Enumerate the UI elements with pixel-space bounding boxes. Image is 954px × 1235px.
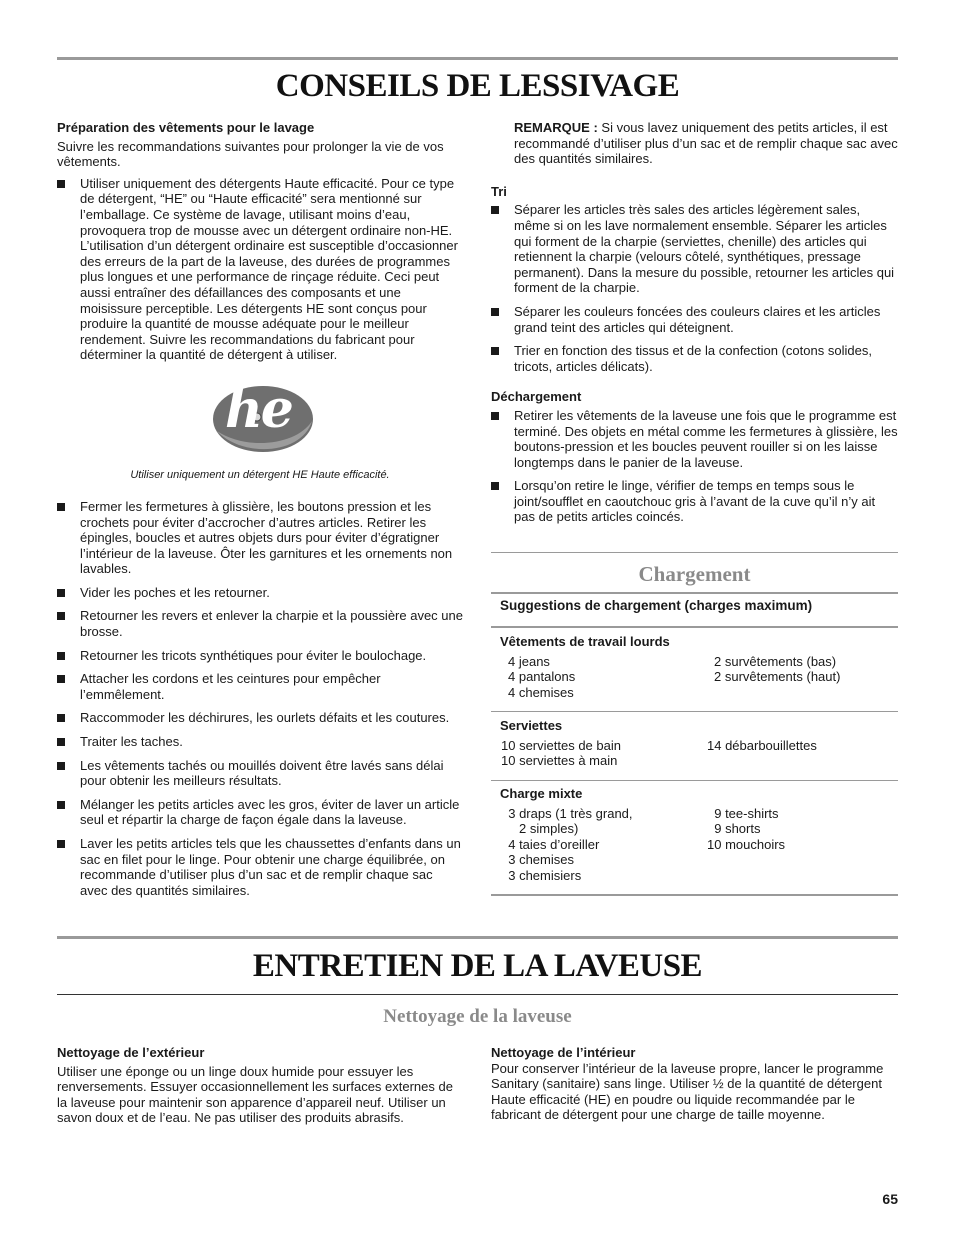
left-column [57, 120, 463, 898]
remarque-label: REMARQUE : [514, 120, 598, 135]
load-col-right: 9 tee-shirts 9 shorts 10 mouchoirs [707, 805, 786, 852]
square-bullet-icon [491, 308, 499, 316]
load-group [491, 786, 898, 888]
list-item [57, 710, 463, 726]
chargement-title: Chargement [638, 562, 751, 586]
load-group-rule [491, 780, 898, 781]
int-heading: Nettoyage de l’intérieur [491, 1045, 636, 1060]
chargement-bottom-rule [491, 894, 898, 896]
page-number: 65 [882, 1191, 898, 1207]
list-item-text: Fermer les fermetures à glissière, les boutons pression et les crochets pour éviter d’accrocher d’autres articles. Retirer les épingles, boucles et autres objets durs pour éviter d’égratigner l’intérieur de la laveuse. Ôter les garnitures et les ornements non lavables. [80, 498, 453, 577]
list-item-text: Laver les petits articles tels que les chaussettes d’enfants dans un sac en filet pour le linge. Pour obtenir une charge équilibrée, on recommande d’utiliser plus d’un sac et de remplir chaque sac avec des quantités similaires. [80, 836, 461, 898]
list-item [491, 202, 898, 296]
list-item [57, 648, 463, 664]
load-col-left: 4 jeans 4 pantalons 4 chemises [508, 653, 576, 700]
top-rule [57, 57, 898, 60]
ext-heading: Nettoyage de l’extérieur [57, 1045, 205, 1060]
load-col-left: 3 draps (1 très grand, 2 simples) 4 taies d’oreiller 3 chemises 3 chemisiers [508, 805, 633, 883]
list-item-text: Utiliser uniquement des détergents Haute efficacité. Pour ce type de détergent, “HE” ou “Haute efficacité” sera mentionné sur l’emballage. Ce système de lavage, utilisant moins d’eau, provoquera trop de mousse avec un détergent ordinaire non-HE. L’utilisation d’un détergent ordinaire est susceptible d’occasionner des erreurs de la part de la laveuse, des durées de programmes plus longues et une performance de rinçage réduite. Ceci peut aussi entraîner des défaillances des composants et une moisissure perceptible. Les détergents HE sont conçus pour produire la quantité de mousse adéquate pour le meilleur rendement. Suivre les recommandations du fabricant pour déterminer la quantité de détergent à utiliser. [80, 175, 458, 363]
entretien-subtitle: Nettoyage de la laveuse [383, 1006, 572, 1027]
list-item [57, 499, 463, 577]
list-item-text: Attacher les cordons et les ceintures pour empêcher l’emmêlement. [80, 671, 381, 702]
dech-heading: Déchargement [491, 389, 582, 405]
he-logo [57, 373, 463, 463]
load-col-left: 10 serviettes de bain 10 serviettes à main [501, 737, 621, 769]
entretien-top-rule [57, 936, 898, 939]
int-text: Pour conserver l’intérieur de la laveuse propre, lancer le programme Sanitary (sanitaire) sans linge. Utiliser ½ de la quantité de détergent Haute efficacité (HE) en poudre ou liquide recommandée par le fabricant de détergent pour une charge de taille moyenne. [491, 1060, 884, 1123]
square-bullet-icon [57, 714, 65, 722]
chargement-table-top-rule [491, 592, 898, 594]
square-bullet-icon [57, 503, 65, 511]
list-item [491, 408, 898, 470]
square-bullet-icon [57, 612, 65, 620]
load-group-rule [491, 711, 898, 712]
list-item [57, 608, 463, 639]
list-item-text: Mélanger les petits articles avec les gros, éviter de laver un article seul et répartir la charge de façon égale dans la laveuse. [80, 796, 460, 828]
square-bullet-icon [491, 347, 499, 355]
entretien-title: ENTRETIEN DE LA LAVEUSE [252, 948, 703, 984]
list-item [57, 734, 463, 750]
load-group-title: Charge mixte [500, 786, 583, 801]
square-bullet-icon [57, 652, 65, 660]
load-group-title: Serviettes [500, 718, 563, 733]
load-group [491, 718, 898, 772]
list-item [57, 797, 463, 828]
list-item [491, 478, 898, 525]
load-group-title: Vêtements de travail lourds [500, 634, 670, 649]
list-item-text: Vider les poches et les retourner. [80, 584, 270, 600]
square-bullet-icon [57, 801, 65, 809]
load-group [491, 634, 898, 704]
interior-section [491, 1045, 896, 1123]
list-item-text: Les vêtements tachés ou mouillés doivent être lavés sans délai pour obtenir les meilleurs résultats. [80, 757, 444, 789]
load-group-items [491, 738, 898, 772]
tri-heading: Tri [491, 183, 507, 199]
he-logo-text: he [225, 378, 292, 440]
list-item-text: Raccommoder les déchirures, les ourlets défaits et les coutures. [80, 710, 450, 726]
list-item-text: Retirer les vêtements de la laveuse une fois que le programme est terminé. Des objets en métal comme les fermetures à glissière, les boutons-pression et les boucles peuvent rouiller si on les laisse longtemps dans le panier de la laveuse. [514, 407, 898, 470]
exterior-section [57, 1045, 465, 1126]
logo-caption: Utiliser uniquement un détergent HE Haute efficacité. [130, 468, 390, 481]
square-bullet-icon [57, 840, 65, 848]
square-bullet-icon [57, 589, 65, 597]
list-item-text: Lorsqu’on retire le linge, vérifier de temps en temps sous le joint/soufflet en caoutchouc gris à l’avant de la cuve qu’il n’y ait pas de petits articles coincés. [514, 478, 876, 525]
page-title: CONSEILS DE LESSIVAGE [275, 68, 680, 104]
tri-bullet-list [491, 202, 898, 374]
prep-bullet-list [57, 499, 463, 898]
list-item-text: Retourner les revers et enlever la charpie et la poussière avec une brosse. [80, 608, 463, 640]
square-bullet-icon [491, 206, 499, 214]
prep-heading: Préparation des vêtements pour le lavage [57, 120, 315, 135]
square-bullet-icon [491, 482, 499, 490]
square-bullet-icon [491, 412, 499, 420]
list-item-text: Séparer les couleurs foncées des couleurs claires et les articles grand teint des articles qui déteignent. [514, 303, 881, 335]
list-item-text: Trier en fonction des tissus et de la confection (cotons solides, tricots, articles délicats). [514, 343, 872, 374]
list-item [57, 836, 463, 898]
list-item-text: Retourner les tricots synthétiques pour éviter le boulochage. [80, 647, 427, 663]
list-item [491, 343, 898, 374]
remarque-text: Si vous lavez uniquement des petits articles, il est recommandé d’utiliser plus d’un sac et de remplir chaque sac avec des quantités similaires. [514, 120, 898, 167]
list-item [57, 671, 463, 702]
table-heading-rule [491, 626, 898, 628]
square-bullet-icon [57, 180, 65, 188]
list-item-text: Traiter les taches. [80, 734, 183, 750]
load-col-right: 2 survêtements (bas) 2 survêtements (haut) [714, 653, 841, 685]
dech-bullet-list [491, 408, 898, 525]
list-item-text: Séparer les articles très sales des articles légèrement sales, même si on les lave normalement ensemble. Séparer les articles qui forment de la charpie (serviettes, chenille) des articles qui retiennent la charpie (velours côtelé, synthétiques, pressage permanent). Dans la mesure du possible, retourner les articles qui forment de la charpie. [514, 202, 895, 296]
list-item [57, 176, 463, 363]
load-group-items [491, 654, 898, 704]
chargement-top-rule [491, 552, 898, 553]
he-bullet-list [57, 176, 463, 363]
prep-intro: Suivre les recommandations suivantes pour prolonger la vie de vos vêtements. [57, 138, 444, 170]
list-item [57, 758, 463, 789]
square-bullet-icon [57, 762, 65, 770]
list-item [57, 585, 463, 601]
square-bullet-icon [57, 738, 65, 746]
remarque [491, 120, 898, 167]
entretien-title-rule [57, 994, 898, 995]
load-group-items [491, 806, 898, 888]
square-bullet-icon [57, 675, 65, 683]
right-column [491, 120, 898, 525]
ext-text: Utiliser une éponge ou un linge doux humide pour essuyer les renversements. Essuyer occasionnellement les surfaces externes de la laveuse pour maintenir son apparence d’appareil neuf. Utiliser un savon doux et de l’eau. Ne pas utiliser des produits abrasifs. [57, 1063, 453, 1126]
list-item [491, 304, 898, 335]
table-heading: Suggestions de chargement (charges maximum) [500, 598, 813, 613]
load-col-right: 14 débarbouillettes [707, 737, 817, 753]
